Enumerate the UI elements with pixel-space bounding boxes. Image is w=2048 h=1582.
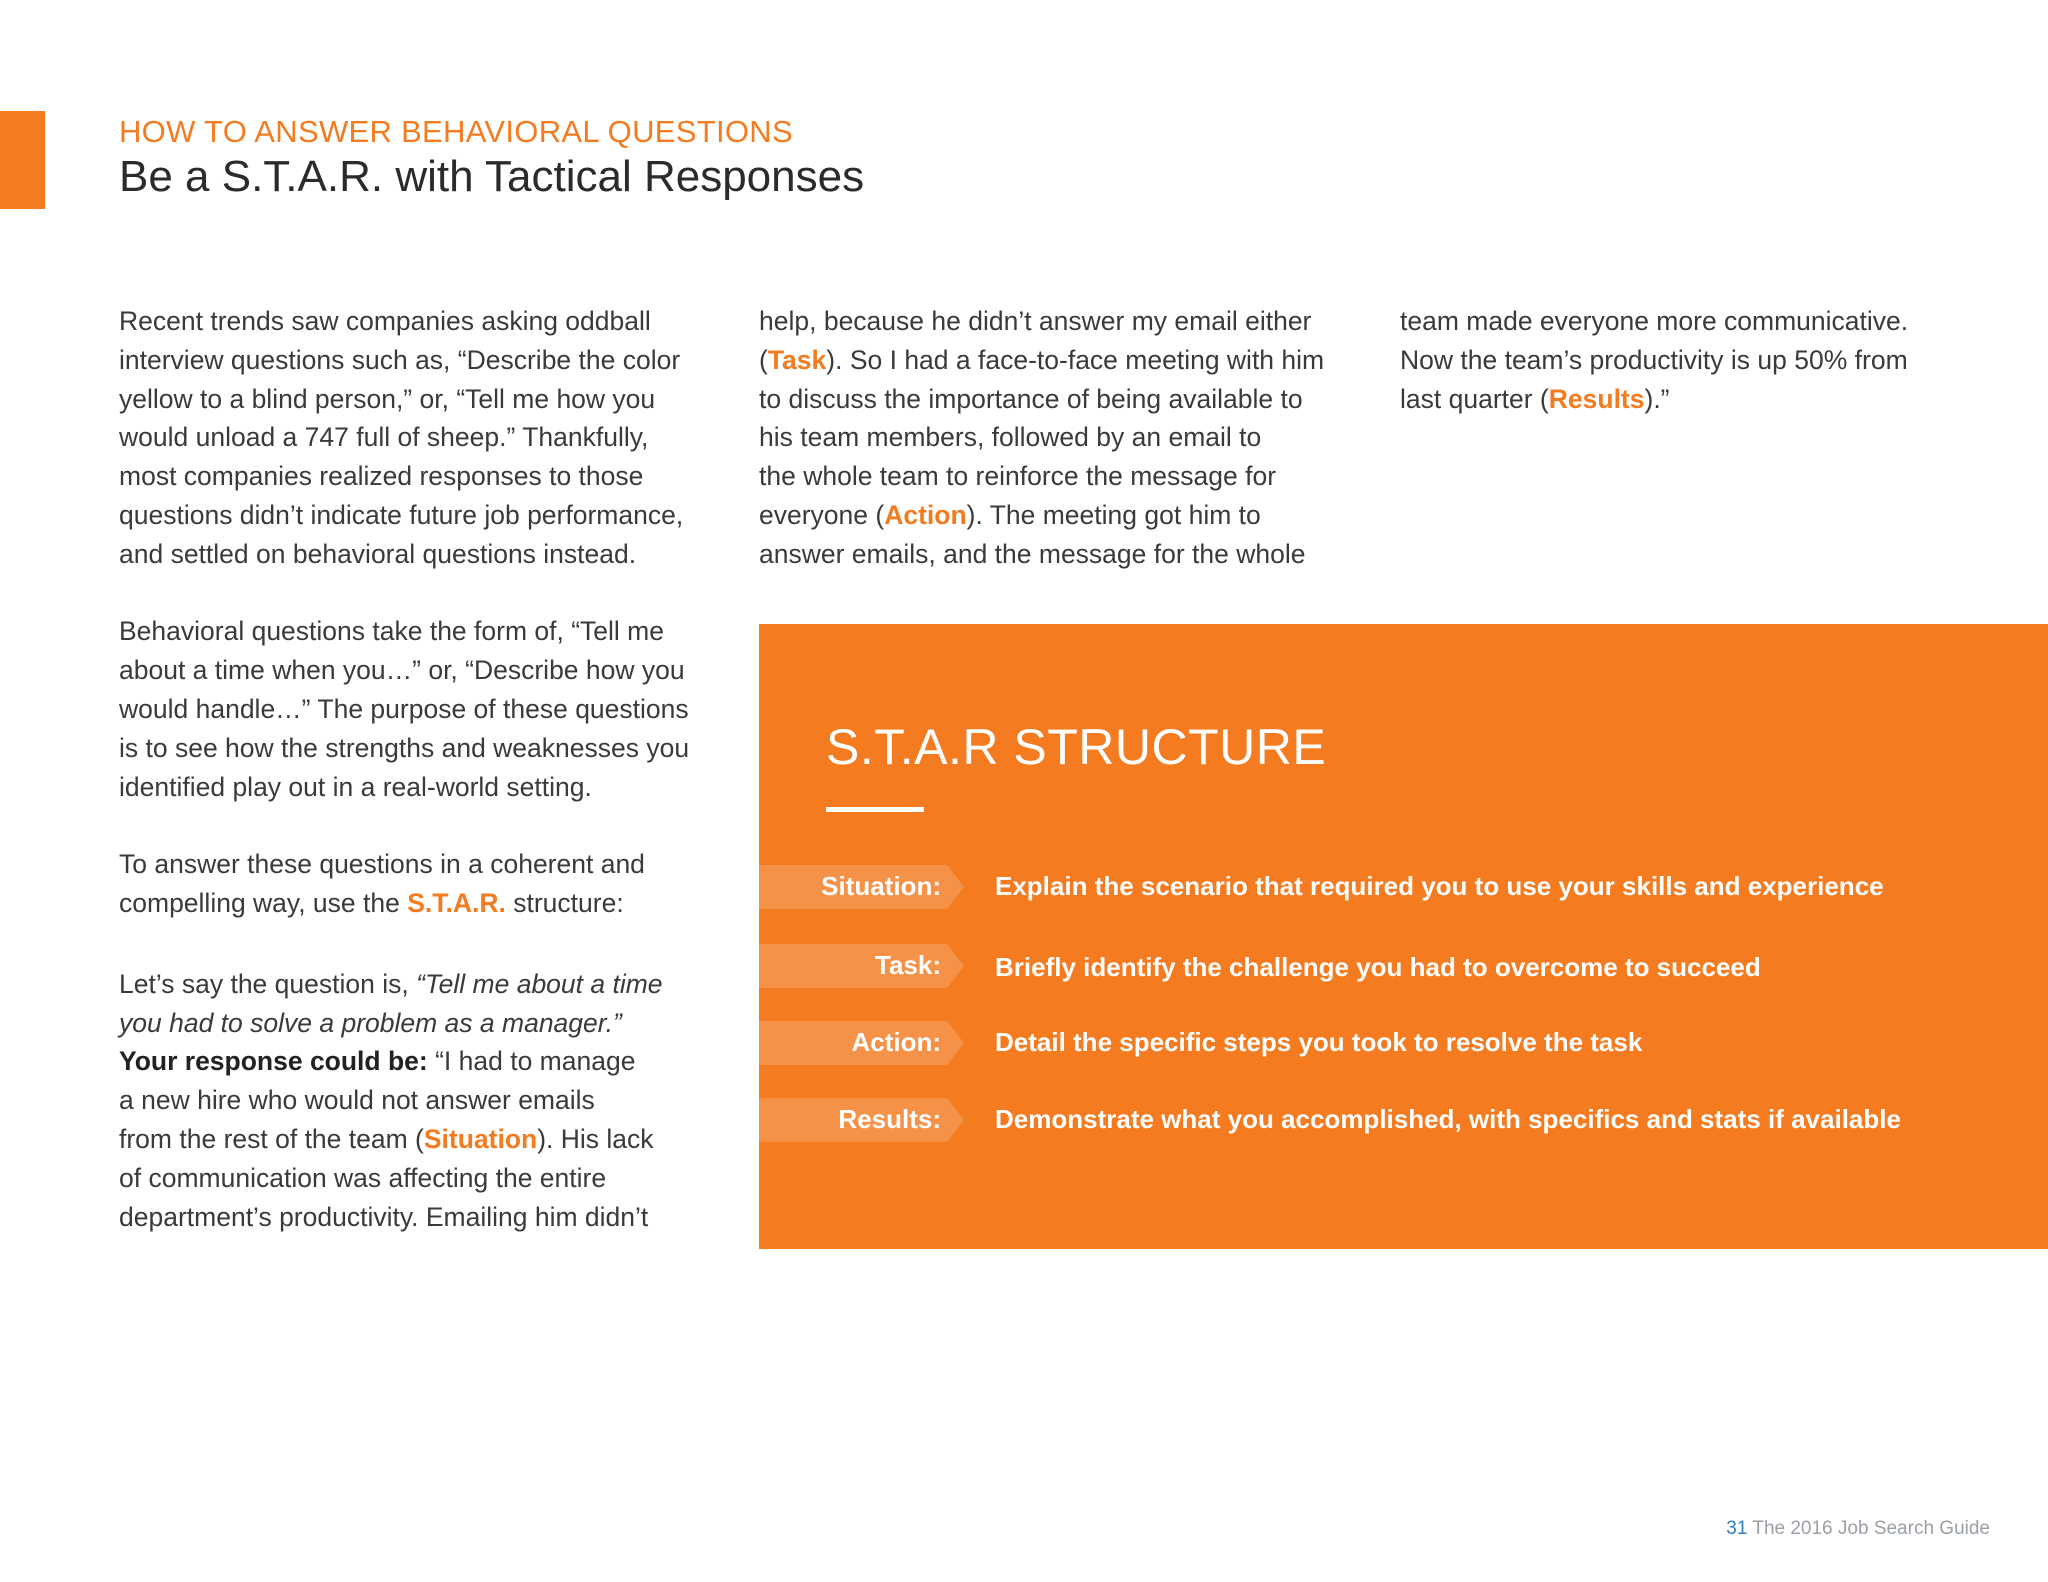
star-label: Results: [838, 1104, 941, 1134]
guide-title: The 2016 Job Search Guide [1747, 1518, 1990, 1539]
star-row-task [759, 944, 2048, 988]
column-3 [1400, 302, 2000, 418]
paragraph-example: Let’s say the question is, “Tell me about a time you had to solve a problem as a manager.” Your response could be: “I had to manage a new hire who would not answer emails from the rest of the team (Situation). His lack of communication was affecting the entire department’s productivity. Emailing him didn’t [119, 968, 663, 1232]
paragraph-example-cont: help, because he didn’t answer my email either (Task). So I had a face-to-face meeting with him to discuss the importance of being available to his team members, followed by an email to the whole team to reinforce the message for everyone (Action). The meeting got him to answer emails, and the message for the whole [759, 306, 1325, 569]
star-structure-panel [759, 624, 2048, 1249]
star-label: Action: [851, 1027, 941, 1057]
page-number: 31 [1726, 1518, 1748, 1539]
star-description: Demonstrate what you accomplished, with specifics and stats if available [995, 1104, 1901, 1134]
star-panel-title: S.T.A.R STRUCTURE [826, 719, 1327, 775]
page-title: Be a S.T.A.R. with Tactical Responses [119, 152, 865, 201]
section-kicker: HOW TO ANSWER BEHAVIORAL QUESTIONS [119, 114, 793, 149]
column-2 [759, 302, 1359, 574]
results-highlight: Results [1548, 383, 1645, 414]
star-label: Situation: [821, 871, 941, 901]
page-footer [1726, 1518, 1990, 1540]
star-description: Briefly identify the challenge you had to overcome to succeed [995, 952, 1761, 982]
star-description: Detail the specific steps you took to resolve the task [995, 1027, 1643, 1057]
star-label: Task: [875, 950, 941, 980]
star-row-results [759, 1098, 2048, 1142]
star-row-situation [759, 865, 2048, 909]
star-description: Explain the scenario that required you to use your skills and experience [995, 871, 1884, 901]
task-highlight: Task [767, 344, 827, 375]
paragraph-intro: Recent trends saw companies asking oddball interview questions such as, “Describe the color yellow to a blind person,” or, “Tell me how you would unload a 747 full of sheep.” Thankfully, most companies realized responses to those questions didn’t indicate future job performance, and settled on behavioral questions instead. [119, 306, 684, 569]
situation-highlight: Situation [423, 1123, 538, 1154]
paragraph-behavioral: Behavioral questions take the form of, “Tell me about a time when you…” or, “Describe how you would handle…” The purpose of these questions is to see how the strengths and weaknesses you identified play out in a real-world setting. [119, 616, 690, 802]
accent-bar [0, 111, 45, 209]
column-1 [119, 302, 719, 1236]
star-highlight: S.T.A.R. [407, 887, 506, 918]
paragraph-example-end: team made everyone more communicative. Now the team’s productivity is up 50% from last quarter (Results).” [1400, 306, 1909, 414]
action-highlight: Action [884, 499, 967, 530]
title-underline [826, 807, 924, 812]
star-row-action [759, 1021, 2048, 1065]
paragraph-star-intro: To answer these questions in a coherent and compelling way, use the S.T.A.R. structure: [119, 849, 645, 918]
